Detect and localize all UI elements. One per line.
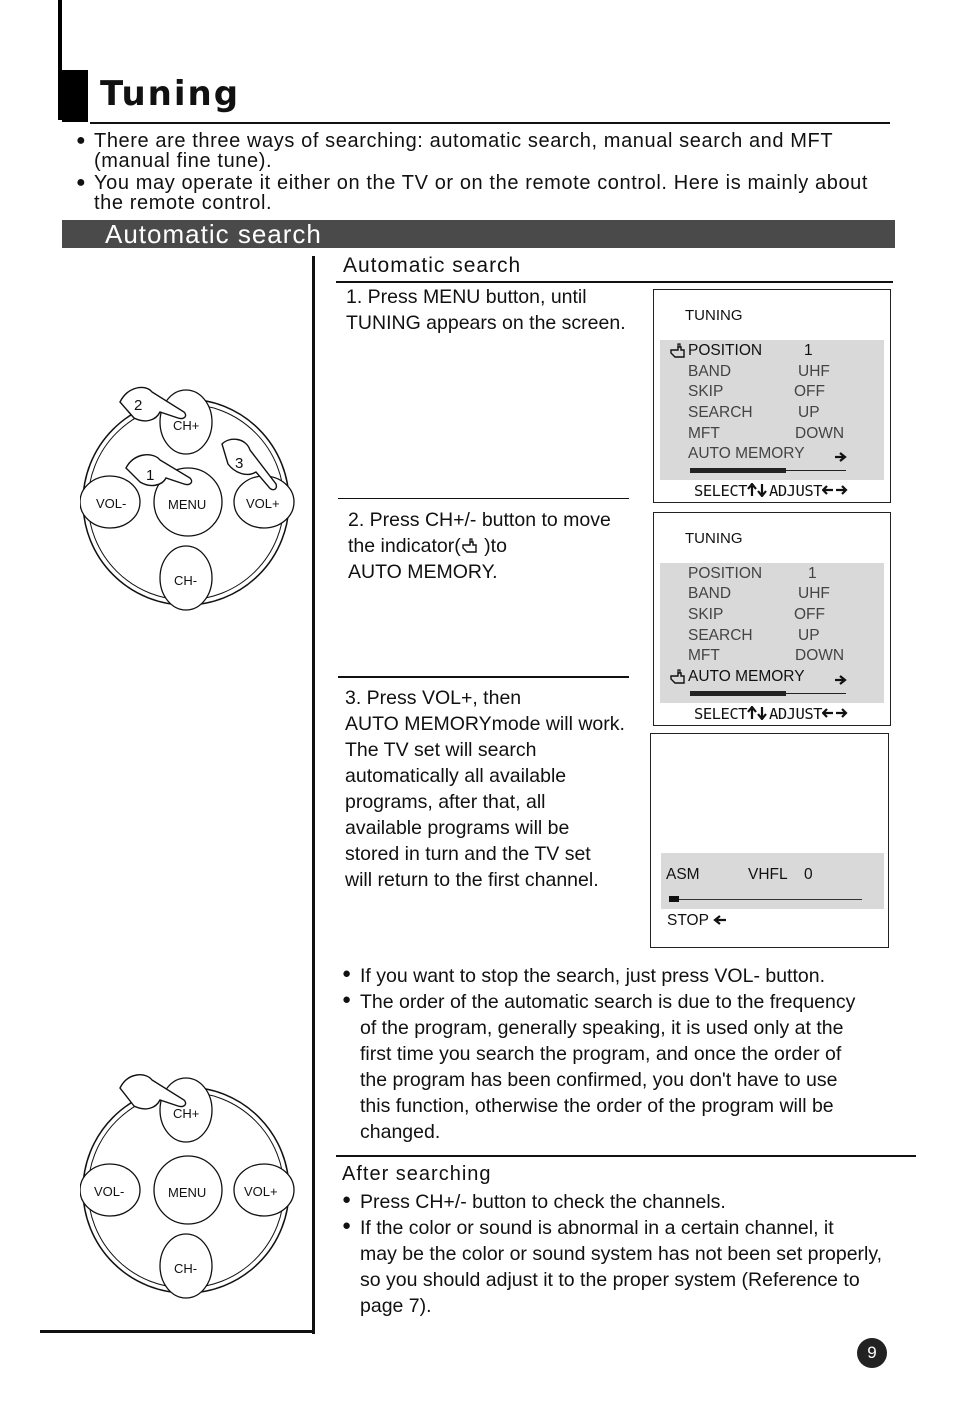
intro-line: You may operate it either on the TV or on the remote control. Here is mainly about xyxy=(94,172,869,194)
step-text: the indicator( xyxy=(348,535,461,557)
menu-title: TUNING xyxy=(685,307,743,324)
tuning-menu-screen xyxy=(653,289,891,503)
select-label: SELECT xyxy=(694,705,747,723)
menu-row-value: UHF xyxy=(798,363,830,380)
step-line: The TV set will search xyxy=(345,739,537,761)
note-line: first time you search the program, and once the order of xyxy=(360,1043,842,1065)
after-line: may be the color or sound system has not been set properly, xyxy=(360,1243,883,1265)
step-line: programs, after that, all xyxy=(345,791,546,813)
step-text: )to xyxy=(478,535,507,557)
section-rule xyxy=(336,1155,916,1157)
callout-number: 3 xyxy=(235,455,244,472)
intro-line: There are three ways of searching: automatic search, manual search and MFT xyxy=(94,130,834,152)
ch-plus-label: CH+ xyxy=(173,418,200,433)
after-item xyxy=(342,1215,937,1325)
pointing-hand-icon xyxy=(461,538,479,554)
after-line: so you should adjust it to the proper system (Reference to xyxy=(360,1269,860,1291)
step-3 xyxy=(345,685,625,893)
note-line: of the program, generally speaking, it is used only at the xyxy=(360,1017,844,1039)
bullet-icon: ● xyxy=(76,132,87,149)
bullet-icon: ● xyxy=(342,1217,352,1234)
menu-row-value: UHF xyxy=(798,585,830,602)
asm-screen xyxy=(650,733,889,948)
section-heading: Automatic search xyxy=(343,254,522,277)
step-divider xyxy=(338,676,629,678)
menu-row-label: MFT xyxy=(688,647,720,664)
adjust-label: ADJUST xyxy=(769,482,822,500)
step-2 xyxy=(348,507,611,585)
step-line: 2. Press CH+/- button to move xyxy=(348,509,611,531)
menu-row-label: AUTO MEMORY xyxy=(688,668,805,685)
note-line: The order of the automatic search is due to the frequency xyxy=(360,991,856,1013)
step-line: will return to the first channel. xyxy=(345,869,599,891)
menu-row-label: SEARCH xyxy=(688,627,753,644)
vol-plus-label: VOL+ xyxy=(246,496,280,511)
asm-label: ASM xyxy=(666,866,700,883)
ch-minus-label: CH- xyxy=(174,1261,198,1276)
remote-dpad-diagram xyxy=(80,1068,295,1308)
vol-minus-label: VOL- xyxy=(96,496,127,511)
menu-panel xyxy=(660,563,884,703)
bullet-icon: ● xyxy=(76,174,87,191)
tuning-menu-screen xyxy=(653,512,891,726)
menu-label: MENU xyxy=(168,497,207,512)
up-down-arrows-icon xyxy=(747,483,769,497)
menu-row-value: DOWN xyxy=(795,425,845,442)
menu-row-label: BAND xyxy=(688,585,732,602)
intro-line: the remote control. xyxy=(94,192,273,214)
note-line: changed. xyxy=(360,1121,441,1143)
callout-number: 2 xyxy=(134,397,143,414)
section-banner xyxy=(62,220,895,248)
menu-footer xyxy=(694,482,848,500)
step-line: available programs will be xyxy=(345,817,570,839)
menu-row-label: POSITION xyxy=(688,565,763,582)
adjust-label: ADJUST xyxy=(769,705,822,723)
arrow-left-icon xyxy=(713,915,727,925)
note-item xyxy=(342,989,922,1149)
bullet-icon: ● xyxy=(342,965,352,982)
heading-rule xyxy=(336,281,893,283)
menu-panel xyxy=(660,340,884,480)
bullet-icon: ● xyxy=(342,1191,352,1208)
menu-row-label: AUTO MEMORY xyxy=(688,445,805,462)
vol-plus-label: VOL+ xyxy=(244,1184,278,1199)
asm-stop xyxy=(667,912,727,930)
step-line: 3. Press VOL+, then xyxy=(345,687,522,709)
memory-progress-fill xyxy=(690,468,786,473)
select-label: SELECT xyxy=(694,482,747,500)
pointing-hand-icon xyxy=(669,342,687,360)
pointing-hand-icon xyxy=(669,668,687,686)
ch-minus-label: CH- xyxy=(174,573,198,588)
menu-row-value: OFF xyxy=(794,606,825,623)
menu-row-value: UP xyxy=(798,627,820,644)
intro-item xyxy=(76,173,936,215)
menu-row-value: 1 xyxy=(808,565,817,582)
asm-progress-track xyxy=(669,899,862,900)
note-line: the program has been confirmed, you don't have to use xyxy=(360,1069,838,1091)
left-right-arrows-icon xyxy=(822,484,848,496)
after-line: page 7). xyxy=(360,1295,432,1317)
after-line: If the color or sound is abnormal in a certain channel, it xyxy=(360,1217,834,1239)
intro-line: (manual fine tune). xyxy=(94,150,273,172)
asm-band: VHFL xyxy=(748,866,788,883)
after-heading: After searching xyxy=(342,1163,492,1185)
asm-progress-fill xyxy=(669,896,679,902)
column-divider xyxy=(312,256,315,1334)
step-line: stored in turn and the TV set xyxy=(345,843,591,865)
vol-minus-label: VOL- xyxy=(94,1184,125,1199)
menu-row-label: SKIP xyxy=(688,606,724,623)
note-line: If you want to stop the search, just press VOL- button. xyxy=(360,965,825,987)
remote-dpad-diagram xyxy=(80,380,295,615)
menu-row-label: POSITION xyxy=(688,342,763,359)
asm-value: 0 xyxy=(804,866,813,883)
arrow-right-icon xyxy=(834,452,848,462)
step-line: 1. Press MENU button, until xyxy=(346,286,587,308)
memory-progress-fill xyxy=(690,691,786,696)
bullet-icon: ● xyxy=(342,991,352,1008)
menu-row-value: OFF xyxy=(794,383,825,400)
ch-plus-label: CH+ xyxy=(173,1106,200,1121)
step-line xyxy=(348,533,611,559)
menu-row-label: MFT xyxy=(688,425,720,442)
step-line: TUNING appears on the screen. xyxy=(346,312,626,334)
after-line: Press CH+/- button to check the channels. xyxy=(360,1191,726,1213)
intro-item xyxy=(76,131,936,173)
menu-row-value: 1 xyxy=(804,342,813,359)
step-line: AUTO MEMORYmode will work. xyxy=(345,713,625,735)
menu-label: MENU xyxy=(168,1185,207,1200)
page-title: Tuning xyxy=(100,74,241,114)
left-right-arrows-icon xyxy=(822,707,848,719)
banner-label: Automatic search xyxy=(105,219,322,249)
callout-number: 1 xyxy=(146,467,155,484)
arrow-right-icon xyxy=(834,675,848,685)
title-marker-block xyxy=(62,70,88,122)
bottom-rule xyxy=(40,1330,314,1333)
page-number: 9 xyxy=(857,1338,887,1368)
note-line: this function, otherwise the order of the program will be xyxy=(360,1095,834,1117)
up-down-arrows-icon xyxy=(747,706,769,720)
menu-row-label: BAND xyxy=(688,363,732,380)
asm-panel xyxy=(661,853,884,909)
step-1 xyxy=(346,284,626,336)
menu-row-label: SEARCH xyxy=(688,404,753,421)
step-line: AUTO MEMORY. xyxy=(348,561,498,583)
menu-row-label: SKIP xyxy=(688,383,724,400)
menu-footer xyxy=(694,705,848,723)
stop-label: STOP xyxy=(667,912,709,929)
step-divider xyxy=(338,498,629,499)
title-rule xyxy=(90,122,890,124)
menu-row-value: UP xyxy=(798,404,820,421)
menu-title: TUNING xyxy=(685,530,743,547)
menu-row-value: DOWN xyxy=(795,647,845,664)
step-line: automatically all available xyxy=(345,765,567,787)
